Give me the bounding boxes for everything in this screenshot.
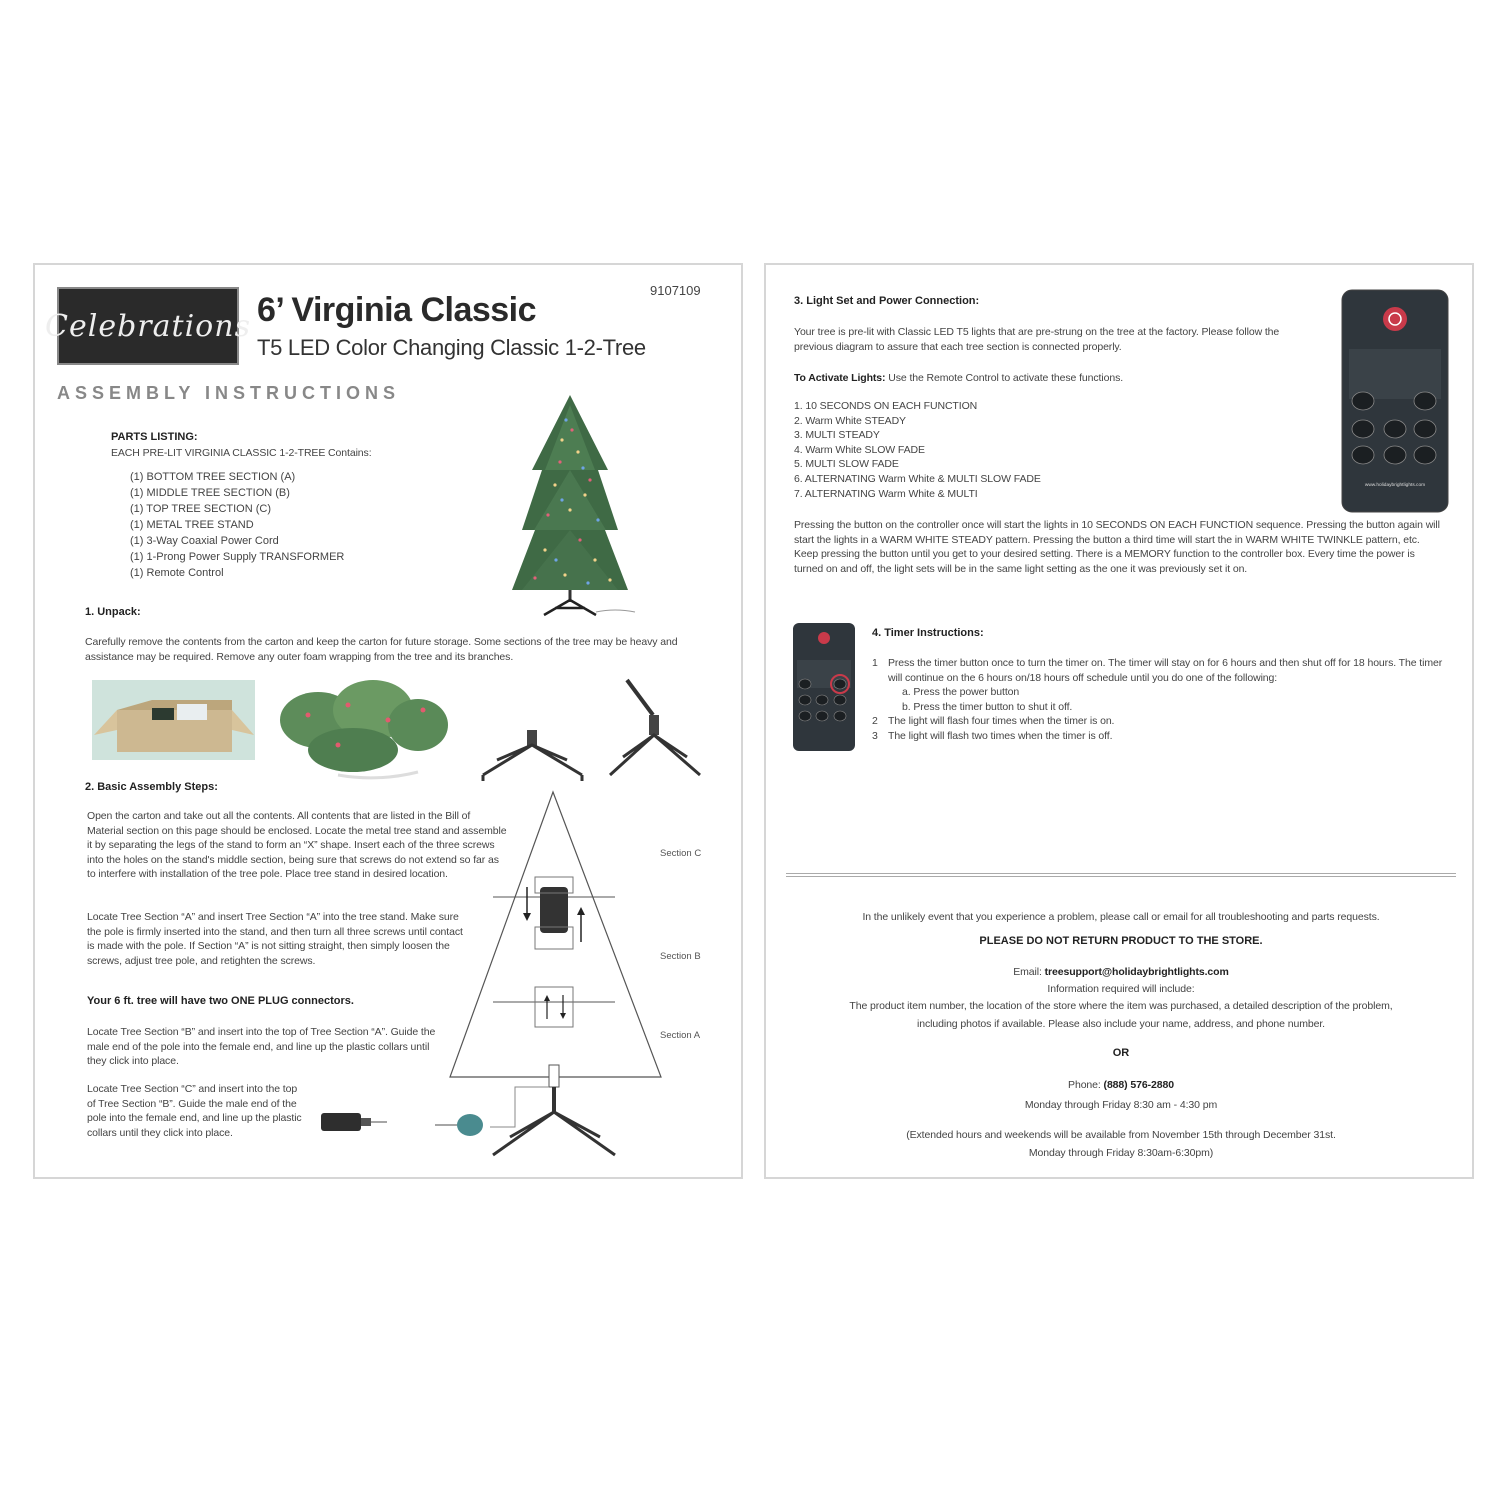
tree-sections-photo	[278, 670, 448, 782]
list-item	[872, 685, 1452, 700]
unpack-text: Carefully remove the contents from the carton and keep the carton for future storage. Some sections of the tree may be heavy and assistance may be required. Remove any outer foam wrapping from the tree and its branches.	[85, 636, 678, 663]
activate-lights-label: To Activate Lights:	[794, 372, 886, 384]
parts-intro: EACH PRE-LIT VIRGINIA CLASSIC 1-2-TREE Contains:	[111, 447, 372, 459]
list-item: 5. MULTI SLOW FADE	[794, 458, 899, 471]
basic-assembly-step-3: Locate Tree Section “B” and insert into the top of Tree Section “A”. Guide the male end of the pole into the female end, and line up the plastic collars until they click into place.	[87, 1026, 436, 1068]
extended-line-1: (Extended hours and weekends will be available from November 15th through December 31st.	[906, 1129, 1336, 1141]
activate-lights-line	[794, 371, 1123, 386]
remote-url-label: www.holidaybrightlights.com	[1364, 483, 1426, 488]
timer-heading: 4. Timer Instructions:	[872, 627, 984, 639]
carton-photo	[92, 680, 255, 760]
contact-intro: In the unlikely event that you experience a problem, please call or email for all troubleshooting and parts requests.	[862, 911, 1380, 923]
do-not-return-warning: PLEASE DO NOT RETURN PRODUCT TO THE STORE.	[979, 935, 1263, 947]
section-a-label: Section A	[660, 1030, 701, 1041]
function-list	[794, 399, 1041, 501]
list-item	[872, 714, 1452, 729]
list-item: 4. Warm White SLOW FADE	[794, 443, 925, 456]
list-item: 1. 10 SECONDS ON EACH FUNCTION	[794, 400, 978, 412]
list-item: (1) MIDDLE TREE SECTION (B)	[130, 487, 290, 499]
timer-list	[872, 656, 1452, 744]
or-separator: OR	[1112, 1047, 1130, 1059]
unpack-heading: 1. Unpack:	[85, 606, 141, 618]
basic-assembly-step-1: Open the carton and take out all the contents. All contents that are listed in the Bill of Material section on this page should be enclosed. Locate the metal tree stand and assemble it by separating the legs of the stand to form an “X” shape. Insert each of the three screws into the holes on the stand's middle section, being sure that screws do not extend so far as to interfere with installation of the tree pole. Place tree stand in desired location.	[87, 810, 507, 881]
info-details	[786, 999, 1456, 1031]
list-item: (1) 3-Way Coaxial Power Cord	[130, 535, 279, 547]
basic-assembly-step-4: Locate Tree Section “C” and insert into the top of Tree Section “B”. Guide the male end of the pole into the female end, and line up the plastic collars until they click into place.	[87, 1083, 302, 1139]
list-item: (1) BOTTOM TREE SECTION (A)	[130, 471, 296, 483]
section-b-label: Section B	[660, 951, 701, 962]
email-line	[786, 965, 1456, 980]
email-label: Email:	[1013, 966, 1045, 978]
info-line-2: including photos if available. Please also include your name, address, and phone number.	[917, 1017, 1325, 1030]
plug-connectors-note: Your 6 ft. tree will have two ONE PLUG connectors.	[87, 995, 354, 1007]
info-line-1: The product item number, the location of the store where the item was purchased, a detailed description of the problem,	[849, 1000, 1393, 1012]
section-c-label: Section C	[660, 848, 702, 859]
list-item: (1) 1-Prong Power Supply TRANSFORMER	[130, 551, 345, 563]
remote-control-image	[1341, 289, 1449, 513]
list-item: 7. ALTERNATING Warm White & MULTI	[794, 487, 978, 500]
page-title: 6’ Virginia Classic	[257, 291, 537, 329]
tree-stand-icon	[475, 705, 590, 785]
extended-line-2: Monday through Friday 8:30am-6:30pm)	[1028, 1146, 1214, 1159]
remote-control-timer-icon	[792, 622, 856, 752]
list-item	[872, 656, 1452, 685]
remote-control-icon	[1341, 289, 1449, 513]
controller-description: Pressing the button on the controller once will start the lights in 10 SECONDS ON EACH FUNCTION sequence. Pressing the button again will start the lights in a WARM WHITE STEADY pattern. Pressing the button a third time will start the in WARM WHITE TWINKLE pattern, etc. Keep pressing the button until you get to your desired setting. There is a MEMORY function to the controller box. Every time the power is turned on and off, the light sets will be in the same light setting as the one it was previously set it on.	[794, 519, 1440, 575]
assembly-diagram	[435, 787, 735, 1167]
list-item: 6. ALTERNATING Warm White & MULTI SLOW FADE	[794, 472, 1041, 485]
list-item: 2. Warm White STEADY	[794, 414, 906, 427]
divider	[786, 873, 1456, 877]
list-text: Press the timer button once to turn the timer on. The timer will stay on for 6 hours and then shut off for 18 hours. The timer will continue on the 6 hours on/18 hours off schedule until you do one of the following:	[888, 657, 1443, 684]
info-required: Information required will include:	[1047, 983, 1195, 995]
basic-assembly-step-2: Locate Tree Section “A” and insert Tree Section “A” into the tree stand. Make sure the pole is firmly inserted into the stand, and then turn all three screws until contact is made with the pole. If Section “A” is not sitting straight, then simply loosen the screws, adjust tree pole, and retighten the screws.	[87, 911, 463, 967]
list-number: 3	[872, 729, 878, 742]
list-text: a. Press the power button	[902, 686, 1020, 699]
page-left	[33, 263, 743, 1179]
support-email-link[interactable]: treesupport@holidaybrightlights.com	[1044, 966, 1229, 978]
assembly-heading: ASSEMBLY INSTRUCTIONS	[57, 383, 401, 403]
page-subtitle: T5 LED Color Changing Classic 1-2-Tree	[257, 335, 646, 360]
extended-hours	[786, 1128, 1456, 1160]
activate-lights-text: Use the Remote Control to activate these functions.	[885, 372, 1124, 384]
basic-assembly-heading: 2. Basic Assembly Steps:	[85, 781, 218, 793]
tree-photo	[500, 390, 640, 625]
list-number: 2	[872, 715, 878, 728]
support-phone-link[interactable]: (888) 576-2880	[1103, 1079, 1174, 1091]
list-item: (1) Remote Control	[130, 567, 224, 579]
tree-stand-with-pole-icon	[605, 675, 705, 785]
list-text: The light will flash four times when the timer is on.	[888, 715, 1115, 728]
list-item: (1) TOP TREE SECTION (C)	[130, 503, 271, 515]
list-item: 3. MULTI STEADY	[794, 429, 880, 442]
power-transformer-icon	[317, 1108, 387, 1136]
support-hours: Monday through Friday 8:30 am - 4:30 pm	[1024, 1099, 1218, 1111]
phone-label: Phone:	[1068, 1079, 1104, 1091]
parts-title: PARTS LISTING:	[111, 431, 198, 443]
product-code: 9107109	[650, 283, 701, 298]
parts-list	[130, 469, 344, 581]
list-text: b. Press the timer button to shut it off.	[902, 700, 1073, 713]
list-item	[872, 729, 1452, 744]
phone-line	[786, 1078, 1456, 1093]
light-set-text: Your tree is pre-lit with Classic LED T5 lights that are pre-strung on the tree at the factory. Please follow the previous diagram to assure that each tree section is connected properly.	[794, 326, 1280, 353]
list-item: (1) METAL TREE STAND	[130, 519, 254, 531]
page-right	[764, 263, 1474, 1179]
list-text: The light will flash two times when the timer is off.	[888, 729, 1113, 742]
light-set-heading: 3. Light Set and Power Connection:	[794, 295, 980, 307]
logo-text: Celebrations	[45, 308, 251, 344]
celebrations-logo	[45, 287, 251, 365]
list-number: 1	[872, 657, 878, 669]
list-item	[872, 700, 1452, 715]
